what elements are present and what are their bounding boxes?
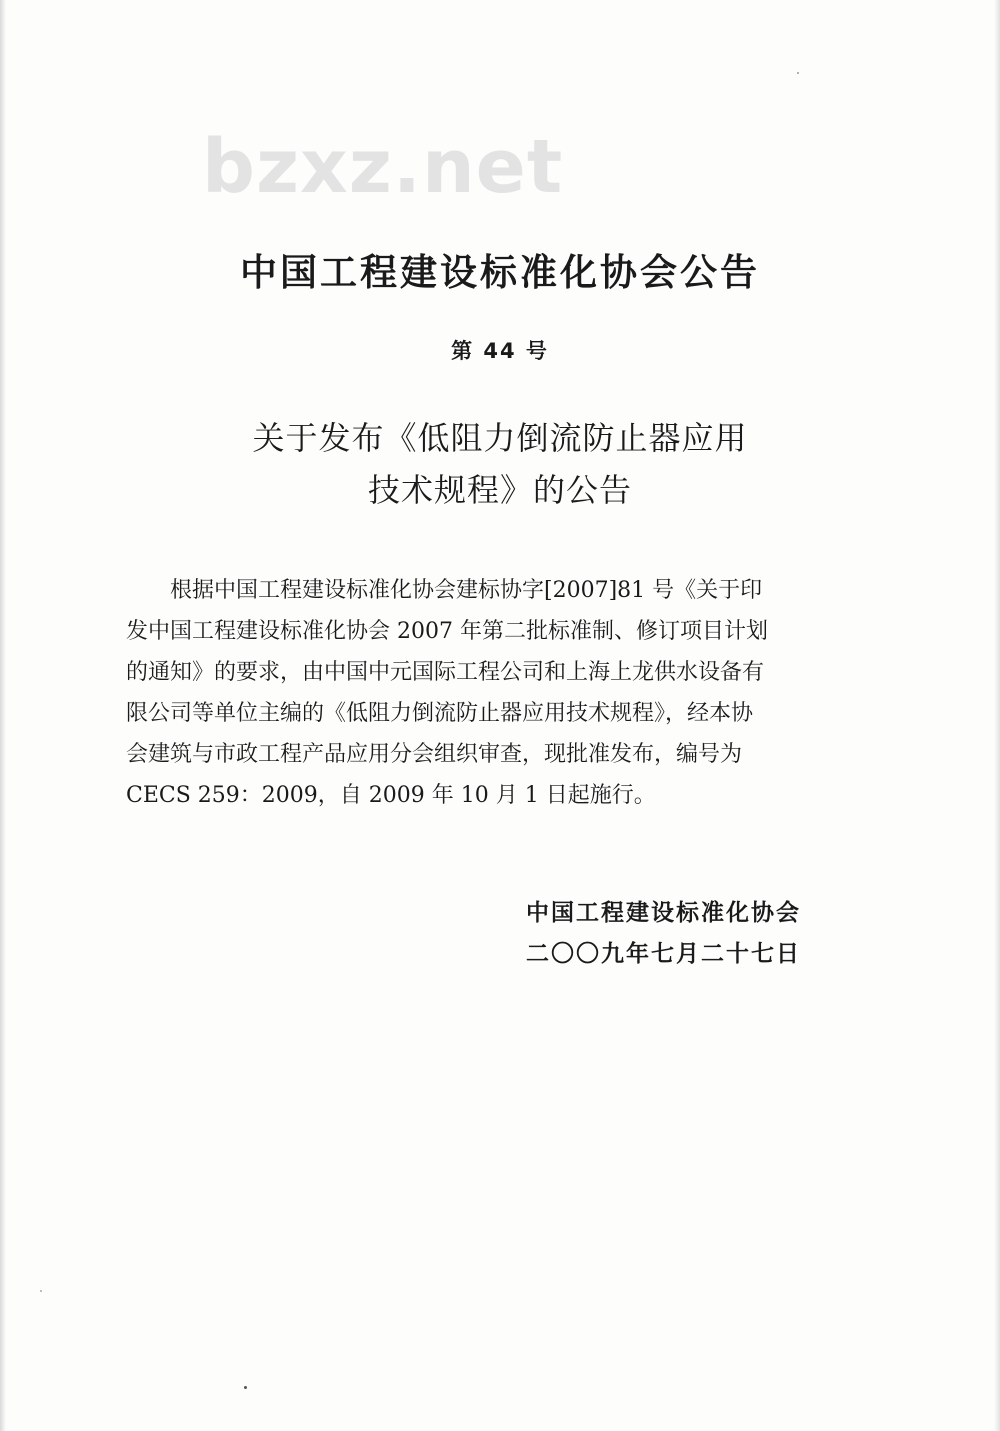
page-edge-shadow-right — [994, 0, 1000, 1431]
signature-block — [526, 893, 801, 975]
body-line-2: 发中国工程建设标准化协会 2007 年第二批标准制、修订项目计划 — [126, 619, 768, 644]
scan-speck — [797, 72, 799, 74]
body-line-6: CECS 259：2009，自 2009 年 10 月 1 日起施行。 — [126, 783, 656, 808]
scan-speck — [40, 1290, 42, 1292]
announcement-body — [126, 570, 876, 816]
body-line-4: 限公司等单位主编的《低阻力倒流防止器应用技术规程》，经本协 — [126, 701, 754, 726]
body-line-5: 会建筑与市政工程产品应用分会组织审查，现批准发布，编号为 — [126, 742, 743, 767]
signature-organization: 中国工程建设标准化协会 — [526, 900, 801, 926]
body-line-3: 的通知》的要求，由中国中元国际工程公司和上海上龙供水设备有 — [126, 660, 765, 685]
signature-date: 二〇〇九年七月二十七日 — [526, 941, 801, 967]
page-edge-shadow-left — [0, 0, 6, 1431]
scan-speck — [244, 1386, 247, 1389]
announcement-subject — [0, 412, 1000, 516]
watermark: bzxz.net — [202, 124, 564, 210]
subject-line-1: 关于发布《低阻力倒流防止器应用 — [252, 419, 748, 457]
body-line-1: 根据中国工程建设标准化协会建标协字[2007]81 号《关于印 — [126, 578, 763, 603]
subject-line-2: 技术规程》的公告 — [367, 471, 632, 509]
notice-number: 第 44 号 — [451, 339, 549, 363]
announcement-org-title: 中国工程建设标准化协会公告 — [240, 251, 760, 294]
